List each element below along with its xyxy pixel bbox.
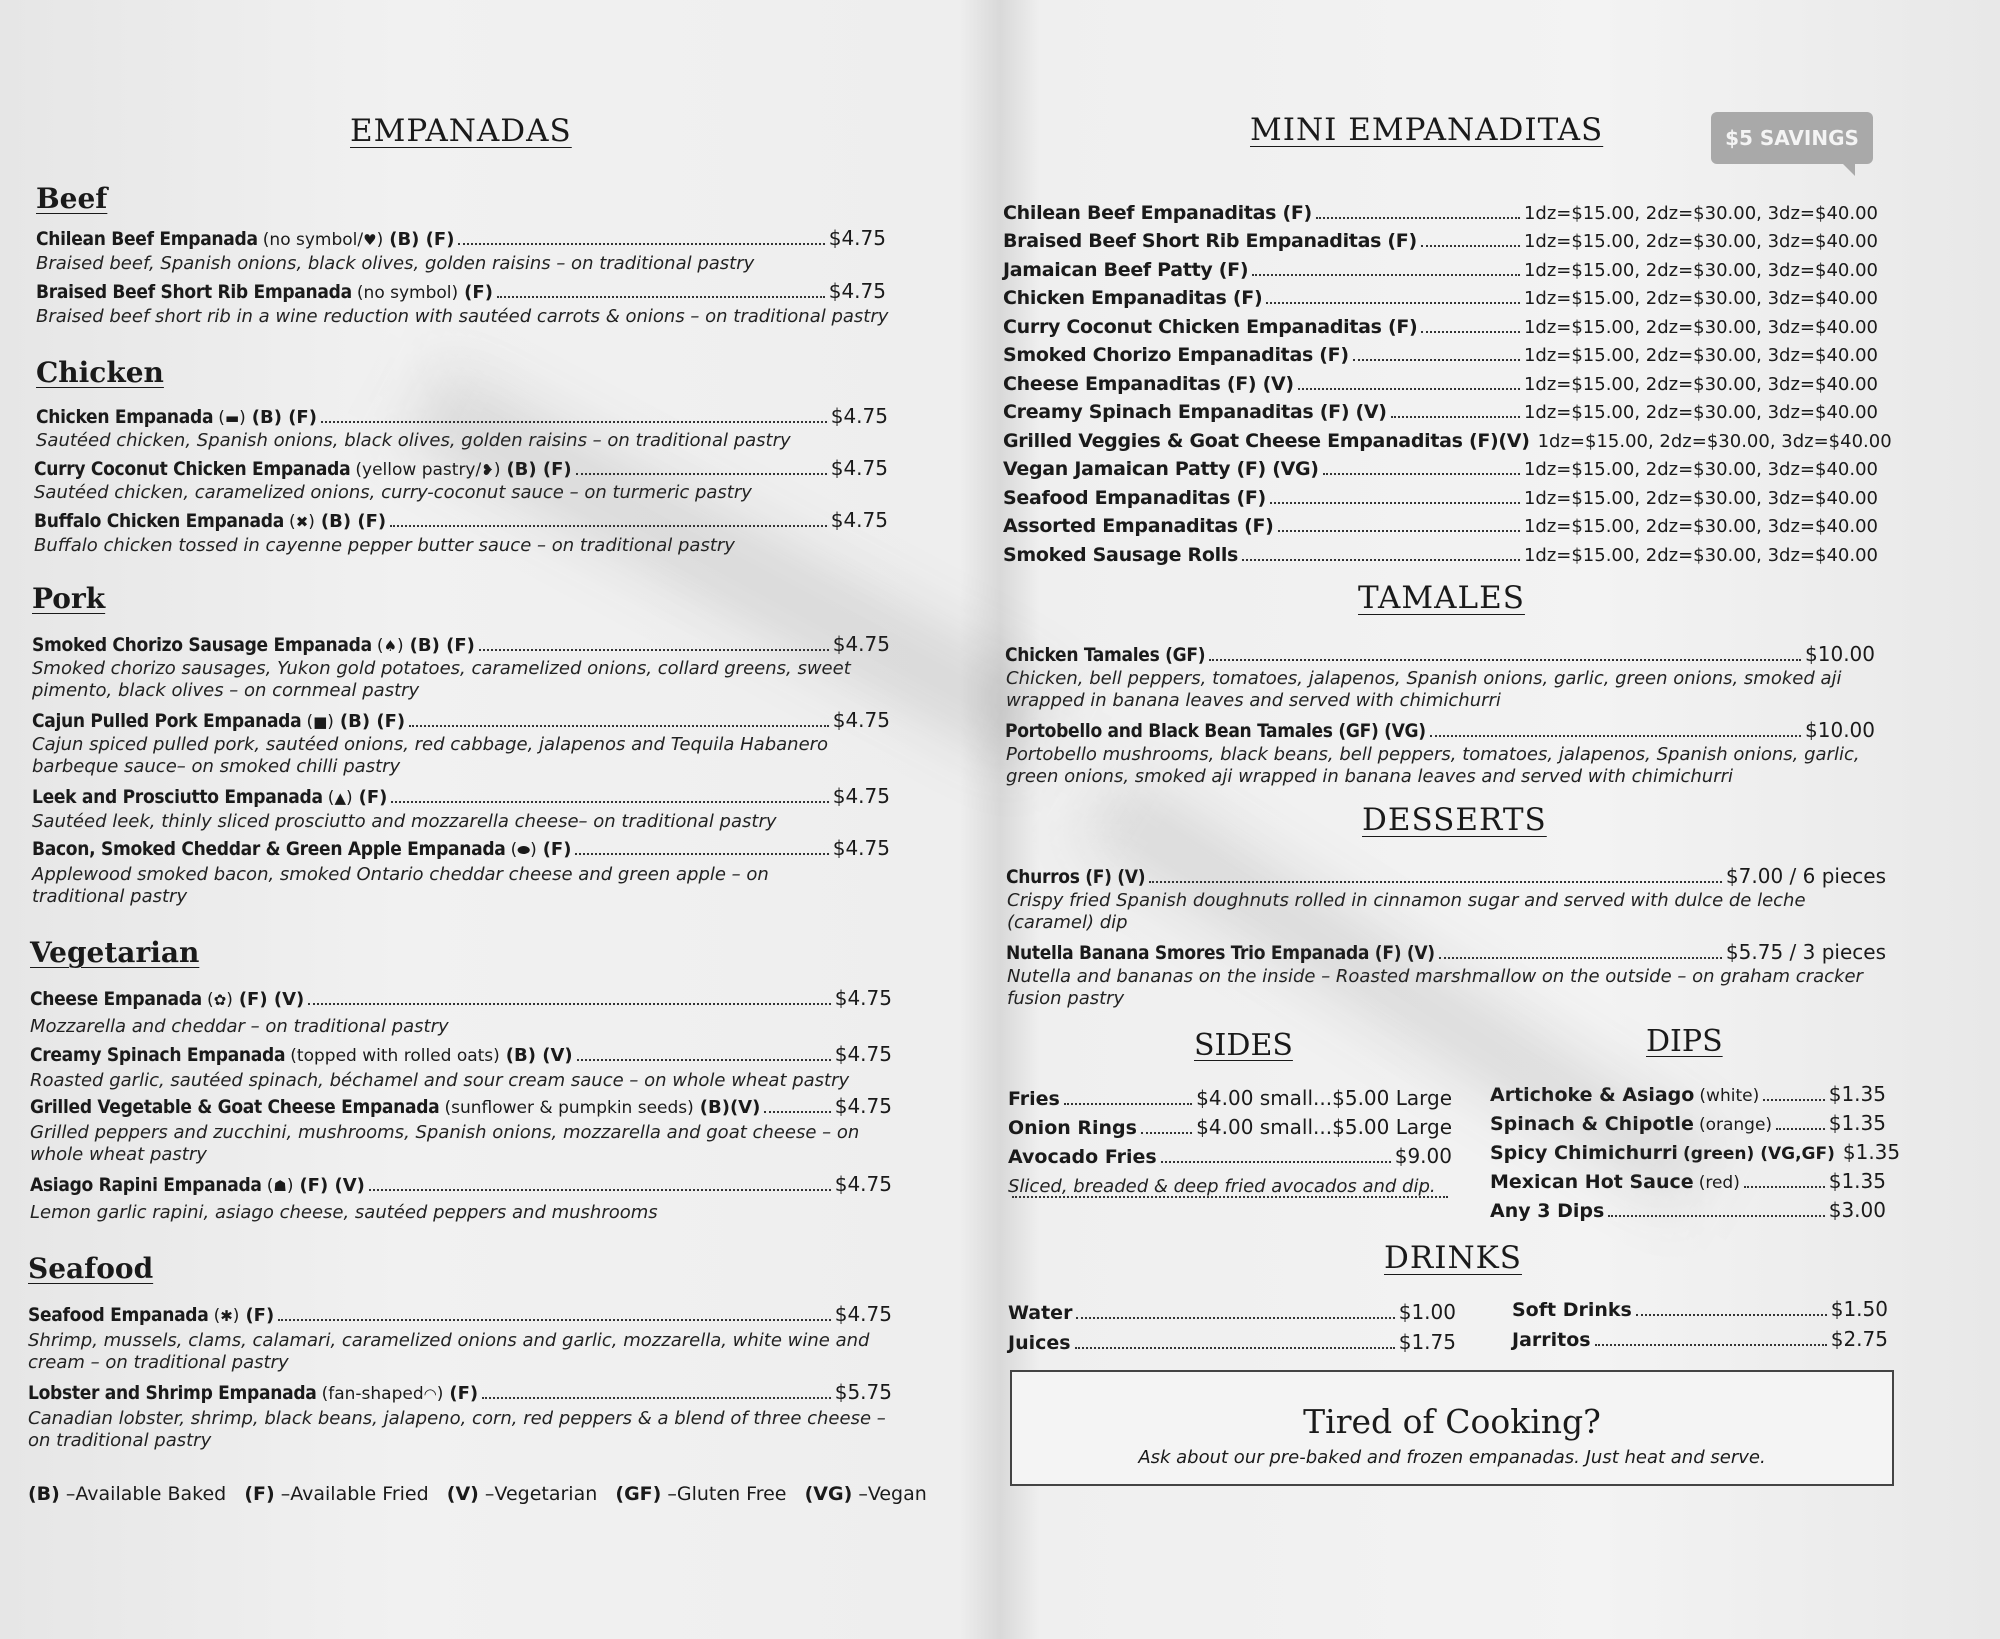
mini-item-price: 1dz=$15.00, 2dz=$30.00, 3dz=$40.00: [1523, 345, 1878, 366]
drink-item: [1512, 1327, 1888, 1351]
leader-dots: [1595, 1344, 1827, 1346]
leader-dots: [1270, 502, 1520, 504]
item-tags: (B) (F): [409, 635, 475, 656]
side-item: [1008, 1086, 1452, 1110]
side-name: Avocado Fries: [1008, 1146, 1157, 1168]
item-note-close: ): [493, 460, 501, 480]
item-description: Roasted garlic, sautéed spinach, béchamel and sour cream sauce – on whole wheat pastry: [30, 1070, 850, 1091]
legend-label: –Vegetarian: [484, 1483, 598, 1505]
drink-name: Juices: [1008, 1332, 1071, 1354]
menu-item: [30, 1172, 892, 1196]
leader-dots: [1776, 1128, 1825, 1130]
dip-note: (white): [1699, 1086, 1760, 1106]
mini-item-name: Chicken Empanaditas (F): [1003, 287, 1263, 309]
promo-subtitle: Ask about our pre-baked and frozen empanadas. Just heat and serve.: [1138, 1447, 1766, 1468]
item-price: $10.00: [1805, 718, 1875, 742]
item-note: (: [206, 990, 214, 1010]
leader-dots: [321, 421, 827, 423]
item-name: Cheese Empanada: [30, 988, 202, 1010]
item-price: $4.75: [832, 632, 890, 656]
item-note-close: ): [376, 230, 384, 250]
mini-item-price: 1dz=$15.00, 2dz=$30.00, 3dz=$40.00: [1537, 431, 1892, 452]
legend-code: (GF): [615, 1483, 662, 1505]
legend-code: (V): [446, 1483, 479, 1505]
item-tags: (F): [464, 282, 493, 303]
dip-name: Artichoke & Asiago: [1490, 1084, 1695, 1106]
menu-item: [36, 404, 888, 428]
item-name: Chilean Beef Empanada: [36, 228, 258, 250]
item-name: Asiago Rapini Empanada: [30, 1174, 262, 1196]
drink-price: $1.00: [1398, 1300, 1456, 1324]
item-note: (: [376, 636, 384, 656]
menu-item: [28, 1302, 892, 1326]
item-description: Braised beef, Spanish onions, black olives, golden raisins – on traditional pastry: [36, 253, 755, 274]
legend-label: –Vegan: [858, 1483, 927, 1505]
mini-item-price: 1dz=$15.00, 2dz=$30.00, 3dz=$40.00: [1523, 260, 1878, 281]
mini-item: [1003, 544, 1878, 566]
mini-item-price: 1dz=$15.00, 2dz=$30.00, 3dz=$40.00: [1523, 317, 1878, 338]
item-name: Lobster and Shrimp Empanada: [28, 1382, 317, 1404]
leader-dots: [1161, 1161, 1391, 1163]
menu-item: [1005, 642, 1875, 666]
mini-item-price: 1dz=$15.00, 2dz=$30.00, 3dz=$40.00: [1523, 402, 1878, 423]
mini-item: [1003, 458, 1878, 480]
item-description: Sautéed leek, thinly sliced prosciutto and mozzarella cheese– on traditional pastry: [32, 811, 777, 832]
item-price: $4.75: [830, 404, 888, 428]
item-price: $4.75: [832, 784, 890, 808]
category-pork: Pork: [32, 582, 106, 615]
leader-dots: [1076, 1317, 1394, 1319]
item-description: Portobello mushrooms, black beans, bell peppers, tomatoes, jalapenos, Spanish onions, garlic, green onions, smoked aji wrapped in banana leaves and served with chimichurri: [1006, 744, 1860, 787]
dip-price: $1.35: [1828, 1111, 1886, 1135]
dip-item: [1490, 1140, 1901, 1164]
item-name: Bacon, Smoked Cheddar & Green Apple Empanada: [32, 838, 506, 860]
leader-dots: [1430, 735, 1801, 737]
item-description: Smoked chorizo sausages, Yukon gold potatoes, caramelized onions, collard greens, sweet pimento, black olives – on cornmeal pastry: [32, 658, 851, 701]
mini-item: [1003, 230, 1878, 252]
leader-dots: [482, 1397, 831, 1399]
side-price: $4.00 small...$5.00 Large: [1196, 1115, 1452, 1139]
item-note-close: ): [226, 990, 233, 1010]
dip-item: [1490, 1082, 1886, 1106]
mini-item-name: Seafood Empanaditas (F): [1003, 487, 1266, 509]
item-name: Nutella Banana Smores Trio Empanada (F) (V): [1006, 942, 1435, 964]
leader-dots: [1266, 302, 1520, 304]
legend-label: –Available Fried: [280, 1483, 429, 1505]
legend-code: (B): [28, 1483, 60, 1505]
item-description: Nutella and bananas on the inside – Roasted marshmallow on the outside – on graham cracker fusion pastry: [1007, 966, 1863, 1009]
heart-icon: ♥: [363, 231, 377, 249]
side-item: [1008, 1115, 1452, 1139]
menu-item: [1006, 864, 1886, 888]
menu-item: [34, 456, 888, 480]
leader-dots: [308, 1003, 831, 1005]
category-vegetarian: Vegetarian: [30, 936, 200, 969]
item-name: Curry Coconut Chicken Empanada: [34, 458, 351, 480]
item-name: Chicken Empanada: [36, 406, 214, 428]
mini-item-name: Vegan Jamaican Patty (F) (VG): [1003, 458, 1319, 480]
item-note: (topped with rolled oats): [290, 1046, 500, 1066]
item-note: (fan-shaped: [321, 1384, 424, 1404]
drink-price: $1.50: [1830, 1297, 1888, 1321]
mini-item-name: Smoked Sausage Rolls: [1003, 544, 1239, 566]
item-note-close: ): [286, 1176, 294, 1196]
square-icon: ■: [313, 713, 328, 731]
item-note: (: [213, 1306, 221, 1326]
item-note-close: ): [530, 840, 537, 860]
promo-box: [1010, 1370, 1894, 1486]
item-description: Shrimp, mussels, clams, calamari, caramelized onions and garlic, mozzarella, white wine and cream – on traditional pastry: [28, 1330, 870, 1373]
dip-price: $1.35: [1828, 1082, 1886, 1106]
dips-title: DIPS: [1646, 1024, 1723, 1059]
side-note: Sliced, breaded & deep fried avocados and dip.: [1008, 1176, 1436, 1197]
item-name: Creamy Spinach Empanada: [30, 1044, 286, 1066]
mini-item-price: 1dz=$15.00, 2dz=$30.00, 3dz=$40.00: [1523, 288, 1878, 309]
leader-dots: [1242, 559, 1520, 561]
item-note: (yellow pastry/: [355, 460, 482, 480]
drink-name: Jarritos: [1512, 1329, 1591, 1351]
leader-dots: [576, 473, 827, 475]
item-price: $10.00: [1805, 642, 1875, 666]
menu-item: [30, 1094, 892, 1118]
item-tags: (B)(V): [699, 1097, 761, 1118]
item-price: $4.75: [830, 456, 888, 480]
leader-dots: [1278, 530, 1520, 532]
item-name: Smoked Chorizo Sausage Empanada: [32, 634, 372, 656]
legend-label: –Gluten Free: [667, 1483, 787, 1505]
item-tags: (F): [449, 1383, 479, 1404]
category-beef: Beef: [36, 182, 108, 215]
item-price: $4.75: [834, 1302, 892, 1326]
item-note-close: ): [436, 1384, 444, 1404]
item-description: Sautéed chicken, Spanish onions, black olives, golden raisins – on traditional pastry: [36, 430, 791, 451]
menu-item: [30, 986, 892, 1010]
cross-icon: ✖: [295, 513, 309, 531]
leader-dots: [1636, 1314, 1827, 1316]
item-name: Braised Beef Short Rib Empanada: [36, 281, 352, 303]
dip-note: (green) (VG,GF): [1683, 1144, 1835, 1164]
item-price: $4.75: [828, 279, 886, 303]
menu-item: [36, 279, 886, 303]
mini-item: [1003, 373, 1878, 395]
leader-dots: [1421, 245, 1520, 247]
item-price: $5.75: [834, 1380, 892, 1404]
item-note-close: ): [345, 788, 353, 808]
leader-dots: [1316, 217, 1520, 219]
item-description: Sautéed chicken, caramelized onions, curry-coconut sauce – on turmeric pastry: [34, 482, 752, 503]
item-description: Grilled peppers and zucchini, mushrooms, Spanish onions, mozzarella and goat cheese – on whole wheat pastry: [30, 1122, 860, 1165]
menu-item: [32, 836, 890, 860]
mini-item-price: 1dz=$15.00, 2dz=$30.00, 3dz=$40.00: [1523, 374, 1878, 395]
item-name: Chicken Tamales (GF): [1005, 644, 1206, 666]
item-description: Mozzarella and cheddar – on traditional pastry: [30, 1016, 449, 1037]
menu-item: [32, 632, 890, 656]
item-note: (: [306, 712, 314, 732]
savings-badge: $5 SAVINGS: [1711, 112, 1873, 164]
leader-dots: [497, 296, 825, 298]
item-price: $4.75: [834, 1094, 892, 1118]
item-note-close: ): [232, 1306, 240, 1326]
ellipse-icon: ⬬: [517, 841, 531, 859]
mini-item-name: Smoked Chorizo Empanaditas (F): [1003, 344, 1349, 366]
side-filler: [1008, 1196, 1452, 1203]
leader-dots: [409, 725, 829, 727]
item-note: (no symbol): [356, 283, 459, 303]
leader-dots: [369, 1189, 831, 1191]
spade-icon: ♠: [383, 637, 398, 655]
item-tags: (B) (F): [251, 407, 317, 428]
item-note: (: [327, 788, 335, 808]
item-note-close: ): [239, 408, 246, 428]
mini-item: [1003, 202, 1878, 224]
dip-item: [1490, 1198, 1886, 1222]
item-price: $4.75: [834, 986, 892, 1010]
leader-dots: [479, 649, 829, 651]
item-name: Seafood Empanada: [28, 1304, 209, 1326]
drink-name: Water: [1008, 1302, 1073, 1324]
item-name: Cajun Pulled Pork Empanada: [32, 710, 302, 732]
mini-item-price: 1dz=$15.00, 2dz=$30.00, 3dz=$40.00: [1523, 231, 1878, 252]
item-note: (: [266, 1176, 274, 1196]
mini-item: [1003, 287, 1878, 309]
category-seafood: Seafood: [28, 1252, 154, 1285]
item-note-close: ): [327, 712, 334, 732]
item-name: Grilled Vegetable & Goat Cheese Empanada: [30, 1096, 440, 1118]
mini-item-price: 1dz=$15.00, 2dz=$30.00, 3dz=$40.00: [1523, 488, 1878, 509]
leader-dots: [1421, 331, 1520, 333]
menu-item: [36, 226, 886, 250]
menu-item: [30, 1042, 892, 1066]
item-tags: (B) (F): [389, 229, 455, 250]
item-name: Leek and Prosciutto Empanada: [32, 786, 323, 808]
leader-dots: [390, 525, 827, 527]
mini-item-name: Curry Coconut Chicken Empanaditas (F): [1003, 316, 1418, 338]
flower-icon: ✿: [213, 991, 227, 1009]
menu-item: [1005, 718, 1875, 742]
leader-dots: [1391, 416, 1520, 418]
item-tags: (F) (V): [238, 989, 305, 1010]
drink-price: $2.75: [1830, 1327, 1888, 1351]
menu-item: [34, 508, 888, 532]
category-chicken: Chicken: [36, 356, 164, 389]
item-price: $4.75: [834, 1172, 892, 1196]
item-price: $4.75: [832, 708, 890, 732]
tamales-title: TAMALES: [1358, 580, 1525, 616]
leader-dots: [1075, 1347, 1395, 1349]
item-tags: (B) (V): [505, 1045, 573, 1066]
item-description: Canadian lobster, shrimp, black beans, jalapeno, corn, red peppers & a blend of three cheese – on traditional pastry: [28, 1408, 886, 1451]
legend-code: (F): [244, 1483, 275, 1505]
triangle-icon: ▲: [334, 789, 346, 807]
item-note: (: [289, 512, 296, 532]
item-tags: (B) (F): [339, 711, 406, 732]
legend-code: (VG): [804, 1483, 853, 1505]
menu-item: [1006, 940, 1886, 964]
item-name: Churros (F) (V): [1006, 866, 1146, 888]
drink-price: $1.75: [1398, 1330, 1456, 1354]
dip-price: $1.35: [1828, 1169, 1886, 1193]
item-note: (: [218, 408, 225, 428]
item-note: (: [510, 840, 518, 860]
item-description: Braised beef short rib in a wine reduction with sautéed carrots & onions – on traditional pastry: [36, 306, 889, 327]
teardrop-icon: ❥: [481, 461, 494, 479]
item-price: $4.75: [832, 836, 890, 860]
mini-item-name: Chilean Beef Empanaditas (F): [1003, 202, 1312, 224]
mini-item-price: 1dz=$15.00, 2dz=$30.00, 3dz=$40.00: [1523, 203, 1878, 224]
item-note-close: ): [308, 512, 315, 532]
mini-item-name: Assorted Empanaditas (F): [1003, 515, 1274, 537]
leader-dots: [278, 1319, 831, 1321]
drink-name: Soft Drinks: [1512, 1299, 1632, 1321]
item-tags: (F) (V): [299, 1175, 365, 1196]
bar-icon: ▬: [224, 409, 240, 427]
fan-icon: ◠: [423, 1385, 437, 1403]
item-price: $4.75: [830, 508, 888, 532]
mini-item: [1003, 401, 1878, 423]
item-tags: (F): [245, 1305, 275, 1326]
mini-item-name: Creamy Spinach Empanaditas (F) (V): [1003, 401, 1387, 423]
mini-item-name: Jamaican Beef Patty (F): [1003, 259, 1249, 281]
menu-item: [32, 784, 890, 808]
item-description: Buffalo chicken tossed in cayenne pepper butter sauce – on traditional pastry: [34, 535, 735, 556]
dip-price: $1.35: [1842, 1140, 1901, 1164]
leader-dots: [764, 1111, 830, 1113]
item-name: Buffalo Chicken Empanada: [34, 510, 284, 532]
menu-item: [28, 1380, 892, 1404]
leader-dots: [1149, 881, 1722, 883]
mini-item: [1003, 515, 1878, 537]
leader-dots: [577, 1059, 831, 1061]
side-name: Onion Rings: [1008, 1117, 1137, 1139]
dip-name: Mexican Hot Sauce: [1490, 1171, 1694, 1193]
drink-item: [1512, 1297, 1888, 1321]
leader-dots: [1439, 957, 1722, 959]
mini-item: [1003, 430, 1892, 452]
mini-item: [1003, 259, 1878, 281]
mini-item-name: Grilled Veggies & Goat Cheese Empanaditas (F)(V): [1003, 430, 1530, 452]
item-note: (sunflower & pumpkin seeds): [444, 1098, 694, 1118]
leader-dots: [1012, 1196, 1448, 1198]
dip-price: $3.00: [1828, 1198, 1886, 1222]
mini-item-price: 1dz=$15.00, 2dz=$30.00, 3dz=$40.00: [1523, 516, 1878, 537]
drink-item: [1008, 1300, 1456, 1324]
leader-dots: [1353, 359, 1520, 361]
drink-item: [1008, 1330, 1456, 1354]
dip-name: Spinach & Chipotle: [1490, 1113, 1694, 1135]
item-tags: (F): [358, 787, 388, 808]
leader-dots: [1141, 1132, 1192, 1134]
legend: [28, 1483, 927, 1505]
item-name: Portobello and Black Bean Tamales (GF) (VG): [1005, 720, 1426, 742]
item-price: $7.00 / 6 pieces: [1725, 864, 1886, 888]
drinks-title: DRINKS: [1384, 1240, 1522, 1276]
item-description: Crispy fried Spanish doughnuts rolled in cinnamon sugar and served with dulce de leche (caramel) dip: [1007, 890, 1806, 933]
side-price: $9.00: [1394, 1144, 1452, 1168]
mini-empanaditas-title: MINI EMPANADITAS: [1250, 112, 1604, 148]
item-tags: (B) (F): [320, 511, 387, 532]
item-description: Chicken, bell peppers, tomatoes, jalapenos, Spanish onions, garlic, green onions, smoked aji wrapped in banana leaves and served with chimichurri: [1006, 668, 1842, 711]
menu-item: [32, 708, 890, 732]
item-note: (no symbol/: [262, 230, 364, 250]
dip-item: [1490, 1169, 1886, 1193]
mini-item-name: Cheese Empanaditas (F) (V): [1003, 373, 1294, 395]
dip-note: (orange): [1698, 1115, 1773, 1135]
mini-item: [1003, 487, 1878, 509]
empanadas-title: EMPANADAS: [350, 113, 572, 149]
item-tags: (F): [542, 839, 572, 860]
leader-dots: [1209, 659, 1801, 661]
dip-name: Any 3 Dips: [1490, 1200, 1605, 1222]
sides-title: SIDES: [1194, 1028, 1293, 1063]
star-icon: ✱: [220, 1307, 233, 1325]
desserts-title: DESSERTS: [1362, 802, 1547, 838]
item-description: Lemon garlic rapini, asiago cheese, sautéed peppers and mushrooms: [30, 1202, 658, 1223]
leader-dots: [1064, 1103, 1192, 1105]
item-tags: (B) (F): [506, 459, 572, 480]
leader-dots: [391, 801, 828, 803]
item-description: Cajun spiced pulled pork, sautéed onions, red cabbage, jalapenos and Tequila Habanero barbeque sauce– on smoked chilli pastry: [32, 734, 829, 777]
mini-item: [1003, 316, 1878, 338]
leader-dots: [1744, 1186, 1825, 1188]
item-description: Applewood smoked bacon, smoked Ontario cheddar cheese and green apple – on traditional pastry: [32, 864, 769, 907]
item-price: $5.75 / 3 pieces: [1725, 940, 1886, 964]
leader-dots: [458, 243, 824, 245]
leader-dots: [1608, 1215, 1824, 1217]
dip-item: [1490, 1111, 1886, 1135]
leader-dots: [1252, 274, 1520, 276]
side-name: Fries: [1008, 1088, 1060, 1110]
item-price: $4.75: [828, 226, 886, 250]
mini-item-price: 1dz=$15.00, 2dz=$30.00, 3dz=$40.00: [1523, 459, 1878, 480]
leader-dots: [575, 853, 828, 855]
item-note-close: ): [397, 636, 404, 656]
leader-dots: [1298, 388, 1520, 390]
pentagon-icon: ☗: [273, 1177, 287, 1195]
mini-item-name: Braised Beef Short Rib Empanaditas (F): [1003, 230, 1417, 252]
item-price: $4.75: [834, 1042, 892, 1066]
promo-title: Tired of Cooking?: [1303, 1402, 1601, 1441]
legend-label: –Available Baked: [65, 1483, 227, 1505]
side-item: [1008, 1144, 1452, 1168]
leader-dots: [1763, 1099, 1825, 1101]
mini-item-price: 1dz=$15.00, 2dz=$30.00, 3dz=$40.00: [1523, 545, 1878, 566]
side-price: $4.00 small...$5.00 Large: [1196, 1086, 1452, 1110]
dip-name: Spicy Chimichurri: [1490, 1142, 1678, 1164]
mini-item: [1003, 344, 1878, 366]
leader-dots: [1323, 473, 1520, 475]
dip-note: (red): [1698, 1173, 1740, 1193]
